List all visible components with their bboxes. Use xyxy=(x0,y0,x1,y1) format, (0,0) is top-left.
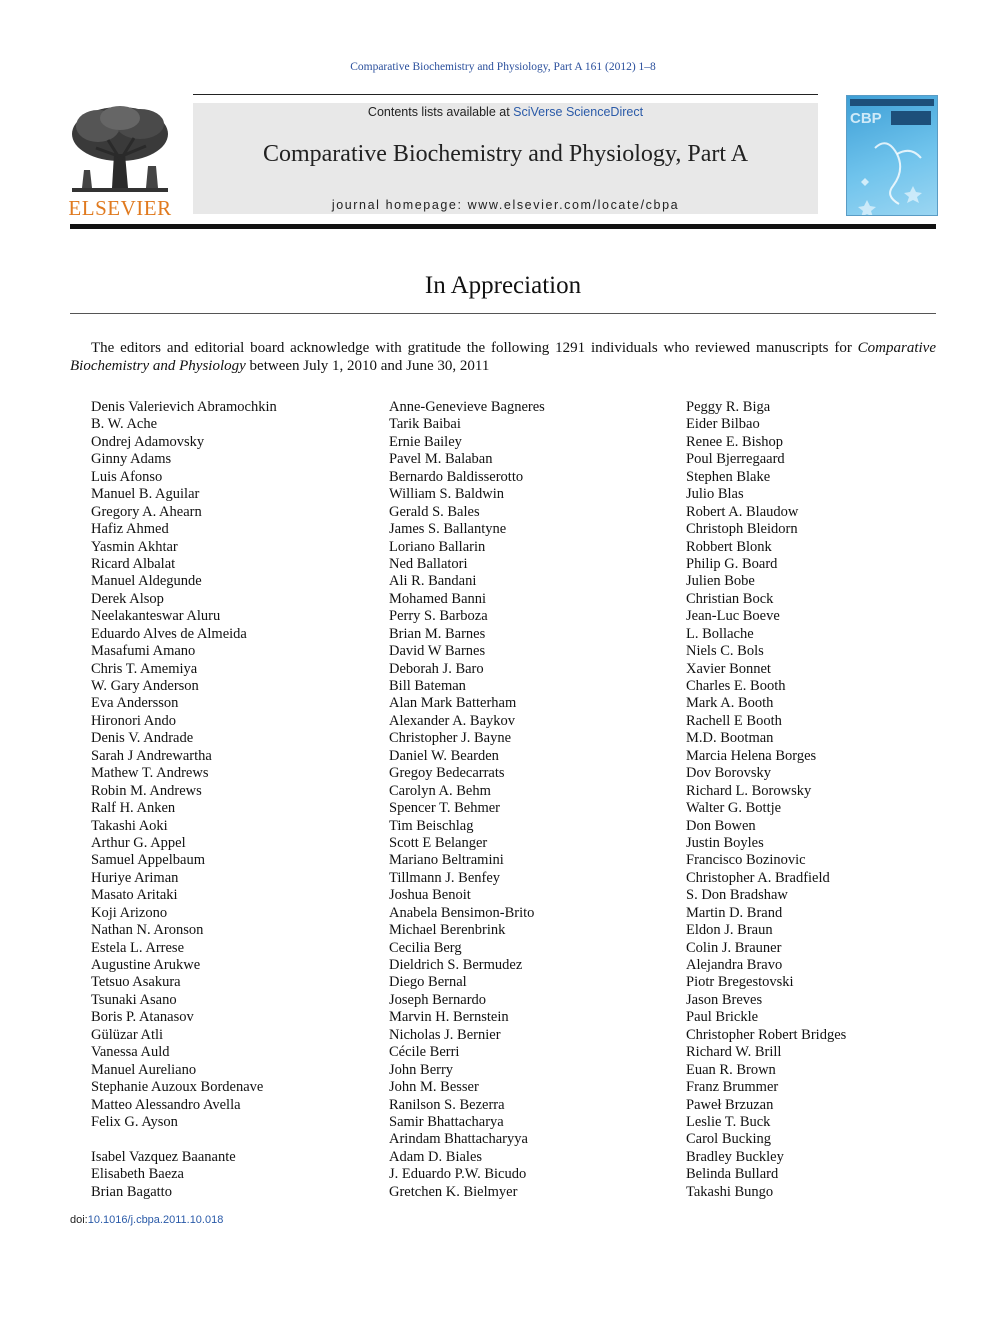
reviewer-name: Robert A. Blaudow xyxy=(686,503,799,520)
reviewer-name: Joshua Benoit xyxy=(389,887,471,904)
reviewer-name: Joseph Bernardo xyxy=(389,991,487,1008)
reviewer-name: M.D. Bootman xyxy=(686,730,774,747)
reviewer-name: Spencer T. Behmer xyxy=(389,800,500,817)
reviewer-name: L. Bollache xyxy=(686,625,754,642)
intro-journal-italic-a: Comparative xyxy=(857,340,936,356)
intro-line-2 xyxy=(70,357,936,375)
reviewer-name: Takashi Bungo xyxy=(686,1183,774,1200)
reviewer-name: Cecilia Berg xyxy=(389,939,462,956)
reviewer-name: Adam D. Biales xyxy=(389,1148,483,1165)
cover-illustration-icon xyxy=(847,96,937,215)
reviewer-name: Martin D. Brand xyxy=(686,904,783,921)
reviewer-name: Jean-Luc Boeve xyxy=(686,608,780,625)
reviewer-name: Manuel B. Aguilar xyxy=(91,486,200,503)
intro-text-a: The editors and editorial board acknowledge with gratitude the following 1291 individuals who reviewed manuscripts for xyxy=(91,340,858,356)
journal-homepage-link[interactable]: journal homepage: www.elsevier.com/locate/cbpa xyxy=(331,198,680,212)
reviewer-name: Boris P. Atanasov xyxy=(91,1009,194,1026)
reviewer-column-2 xyxy=(389,399,545,1201)
reviewer-name: Dov Borovsky xyxy=(686,765,771,782)
reviewer-name: Don Bowen xyxy=(686,817,756,834)
reviewer-name: Alan Mark Batterham xyxy=(389,695,517,712)
reviewer-name: Julio Blas xyxy=(686,486,744,503)
reviewer-name: Renee E. Bishop xyxy=(686,433,784,450)
doi-prefix: doi: xyxy=(70,1214,88,1226)
reviewer-name: Koji Arizono xyxy=(91,904,168,921)
reviewer-name: Tsunaki Asano xyxy=(91,991,177,1008)
contents-prefix: Contents lists available at xyxy=(367,105,514,119)
reviewer-name: S. Don Bradshaw xyxy=(686,887,788,904)
reviewer-name: Carolyn A. Behm xyxy=(389,782,491,799)
reviewer-name: Nicholas J. Bernier xyxy=(389,1026,501,1043)
reviewer-name: Eldon J. Braun xyxy=(686,922,773,939)
reviewer-name: Scott E Belanger xyxy=(389,834,488,851)
reviewer-name: Belinda Bullard xyxy=(686,1166,779,1183)
reviewer-name: Eduardo Alves de Almeida xyxy=(91,625,247,642)
reviewer-name: Manuel Aldegunde xyxy=(91,573,202,590)
reviewer-name: Brian Bagatto xyxy=(91,1183,172,1200)
reviewer-name: Stephen Blake xyxy=(686,468,771,485)
article-title: In Appreciation xyxy=(424,272,582,299)
journal-citation[interactable]: Comparative Biochemistry and Physiology, Part A 161 (2012) 1–8 xyxy=(350,61,656,73)
reviewer-name: William S. Baldwin xyxy=(389,486,505,503)
reviewer-name: James S. Ballantyne xyxy=(389,521,507,538)
reviewer-name: Peggy R. Biga xyxy=(686,399,771,415)
reviewer-name: Huriye Ariman xyxy=(91,869,179,886)
reviewer-name: Ralf H. Anken xyxy=(91,800,176,817)
reviewer-name: Arindam Bhattacharyya xyxy=(389,1131,528,1148)
reviewer-name: Ali R. Bandani xyxy=(389,573,477,590)
tree-logo-icon xyxy=(68,104,172,196)
reviewer-name: Matteo Alessandro Avella xyxy=(91,1096,241,1113)
reviewer-name: Nathan N. Aronson xyxy=(91,922,204,939)
reviewer-name: Tarik Baibai xyxy=(389,416,461,433)
cover-abbreviation: CBP xyxy=(850,110,882,127)
reviewer-name: Neelakanteswar Aluru xyxy=(91,608,221,625)
reviewer-name: Richard W. Brill xyxy=(686,1044,782,1061)
reviewer-name: Stephanie Auzoux Bordenave xyxy=(91,1079,264,1096)
reviewer-name: Marcia Helena Borges xyxy=(686,747,817,764)
reviewer-name: Marvin H. Bernstein xyxy=(389,1009,509,1026)
reviewer-name: Robin M. Andrews xyxy=(91,782,202,799)
reviewer-name: Yasmin Akhtar xyxy=(91,538,178,555)
reviewer-name: Ondrej Adamovsky xyxy=(91,433,205,450)
reviewer-name: Dieldrich S. Bermudez xyxy=(389,957,523,973)
reviewer-name: Niels C. Bols xyxy=(686,643,764,660)
reviewer-name: Christopher Robert Bridges xyxy=(686,1026,847,1043)
reviewer-name: Samir Bhattacharya xyxy=(389,1113,504,1130)
reviewer-name: Mark A. Booth xyxy=(686,695,774,712)
reviewer-name: David W Barnes xyxy=(389,643,486,660)
reviewer-name: Carol Bucking xyxy=(686,1131,771,1148)
reviewer-name: Christopher J. Bayne xyxy=(389,730,512,747)
reviewer-name: Luis Afonso xyxy=(91,468,163,485)
journal-title: Comparative Biochemistry and Physiology, Part A xyxy=(262,141,749,167)
reviewer-name: Michael Berenbrink xyxy=(389,922,506,939)
reviewer-name: Loriano Ballarin xyxy=(389,538,486,555)
reviewer-name: Colin J. Brauner xyxy=(686,939,782,956)
list-gap xyxy=(91,1131,277,1148)
header-rule xyxy=(193,94,818,95)
reviewer-name: B. W. Ache xyxy=(91,416,158,433)
reviewer-name: Xavier Bonnet xyxy=(686,660,771,677)
reviewer-name: Tim Beischlag xyxy=(389,817,474,834)
reviewer-name: Leslie T. Buck xyxy=(686,1113,771,1130)
reviewer-name: Manuel Aureliano xyxy=(91,1061,197,1078)
reviewer-name: Masafumi Amano xyxy=(91,643,196,660)
reviewer-name: Paul Brickle xyxy=(686,1009,759,1026)
reviewer-name: Tillmann J. Benfey xyxy=(389,869,501,886)
reviewer-name: Tetsuo Asakura xyxy=(91,974,181,991)
reviewer-name: Paweł Brzuzan xyxy=(686,1096,774,1113)
reviewer-name: Bradley Buckley xyxy=(686,1148,784,1165)
reviewer-name: Gerald S. Bales xyxy=(389,503,480,520)
reviewer-name: Hironori Ando xyxy=(91,712,176,729)
reviewer-name: Gregory A. Ahearn xyxy=(91,503,202,520)
sciencedirect-link[interactable]: SciVerse ScienceDirect xyxy=(513,105,644,119)
reviewer-name: Augustine Arukwe xyxy=(91,957,201,973)
reviewer-name: Bill Bateman xyxy=(389,678,466,694)
reviewer-name: Sarah J Andrewartha xyxy=(91,747,212,764)
reviewer-name: Christian Bock xyxy=(686,590,774,607)
journal-banner xyxy=(193,103,818,214)
reviewer-name: Ned Ballatori xyxy=(389,555,468,572)
reviewer-name: Rachell E Booth xyxy=(686,712,782,729)
reviewer-name: Alexander A. Baykov xyxy=(389,712,516,729)
intro-paragraph xyxy=(70,339,936,375)
reviewer-name: Diego Bernal xyxy=(389,974,467,991)
reviewer-name: Ginny Adams xyxy=(91,451,172,468)
reviewer-name: Julien Bobe xyxy=(686,573,755,590)
reviewer-name: Masato Aritaki xyxy=(91,887,178,904)
reviewer-name: Chris T. Amemiya xyxy=(91,660,198,677)
reviewer-name: Eider Bilbao xyxy=(686,416,760,433)
reviewer-name: Perry S. Barboza xyxy=(389,608,488,625)
reviewer-name: Brian M. Barnes xyxy=(389,625,486,642)
reviewer-name: Vanessa Auld xyxy=(91,1044,170,1061)
reviewer-name: Anne-Genevieve Bagneres xyxy=(389,399,545,415)
reviewer-name: Gretchen K. Bielmyer xyxy=(389,1183,518,1200)
reviewer-name: Denis V. Andrade xyxy=(91,730,194,747)
reviewer-name: Charles E. Booth xyxy=(686,678,786,694)
reviewer-name: Euan R. Brown xyxy=(686,1061,776,1078)
reviewer-name: Denis Valerievich Abramochkin xyxy=(91,399,277,415)
reviewer-name: Anabela Bensimon-Brito xyxy=(389,904,535,921)
reviewer-name: Richard L. Borowsky xyxy=(686,782,812,799)
reviewer-name: Walter G. Bottje xyxy=(686,800,782,817)
doi-link[interactable]: 10.1016/j.cbpa.2011.10.018 xyxy=(87,1214,224,1226)
reviewer-name: Felix G. Ayson xyxy=(91,1113,178,1130)
reviewer-name: Mariano Beltramini xyxy=(389,852,504,869)
reviewer-name: Christoph Bleidorn xyxy=(686,521,798,538)
reviewer-column-1 xyxy=(91,399,277,1201)
reviewer-name: John Berry xyxy=(389,1061,454,1078)
reviewer-name: Samuel Appelbaum xyxy=(91,852,205,869)
publisher-name: ELSEVIER xyxy=(68,196,172,220)
reviewer-name: Bernardo Baldisserotto xyxy=(389,468,524,485)
reviewer-name: Ernie Bailey xyxy=(389,433,462,450)
reviewer-name: Ricard Albalat xyxy=(91,555,176,572)
doi xyxy=(70,1214,223,1226)
title-rule xyxy=(70,313,936,314)
reviewer-name: Ranilson S. Bezerra xyxy=(389,1096,505,1113)
reviewer-name: Jason Breves xyxy=(686,991,763,1008)
reviewer-name: Christopher A. Bradfield xyxy=(686,869,830,886)
reviewer-name: Mathew T. Andrews xyxy=(91,765,209,782)
reviewer-name: Gregoy Bedecarrats xyxy=(389,765,505,782)
intro-line-1 xyxy=(70,339,936,357)
reviewer-name: W. Gary Anderson xyxy=(91,678,199,694)
reviewer-name: Elisabeth Baeza xyxy=(91,1166,184,1183)
journal-cover-thumbnail[interactable] xyxy=(846,95,938,216)
reviewer-name: Alejandra Bravo xyxy=(686,957,783,973)
reviewer-name: Eva Andersson xyxy=(91,695,179,712)
reviewer-name: Philip G. Board xyxy=(686,555,778,572)
reviewer-name: Derek Alsop xyxy=(91,590,164,607)
reviewer-name: Hafiz Ahmed xyxy=(91,521,169,538)
reviewer-name: Takashi Aoki xyxy=(91,817,168,834)
reviewer-name: Isabel Vazquez Baanante xyxy=(91,1148,236,1165)
header-thick-rule xyxy=(70,224,936,229)
contents-line xyxy=(193,105,818,119)
reviewer-name: John M. Besser xyxy=(389,1079,479,1096)
intro-journal-italic-b: Biochemistry and Physiology xyxy=(70,358,246,374)
reviewer-name: Pavel M. Balaban xyxy=(389,451,493,468)
reviewer-name: Poul Bjerregaard xyxy=(686,451,785,468)
reviewer-name: Deborah J. Baro xyxy=(389,660,484,677)
reviewer-name: Estela L. Arrese xyxy=(91,939,185,956)
reviewer-name: Mohamed Banni xyxy=(389,590,487,607)
reviewer-name: Arthur G. Appel xyxy=(91,834,186,851)
reviewer-name: Gülüzar Atli xyxy=(91,1026,164,1043)
reviewer-name: Robbert Blonk xyxy=(686,538,772,555)
reviewer-name: J. Eduardo P.W. Bicudo xyxy=(389,1166,527,1183)
reviewer-column-3 xyxy=(686,399,846,1201)
reviewer-name: Daniel W. Bearden xyxy=(389,747,499,764)
reviewer-name: Piotr Bregestovski xyxy=(686,974,794,991)
reviewer-name: Justin Boyles xyxy=(686,834,764,851)
elsevier-logo xyxy=(68,104,172,220)
reviewer-name: Francisco Bozinovic xyxy=(686,852,806,869)
intro-text-b: between July 1, 2010 and June 30, 2011 xyxy=(245,358,490,374)
reviewer-name: Cécile Berri xyxy=(389,1044,460,1061)
reviewer-name: Franz Brummer xyxy=(686,1079,779,1096)
